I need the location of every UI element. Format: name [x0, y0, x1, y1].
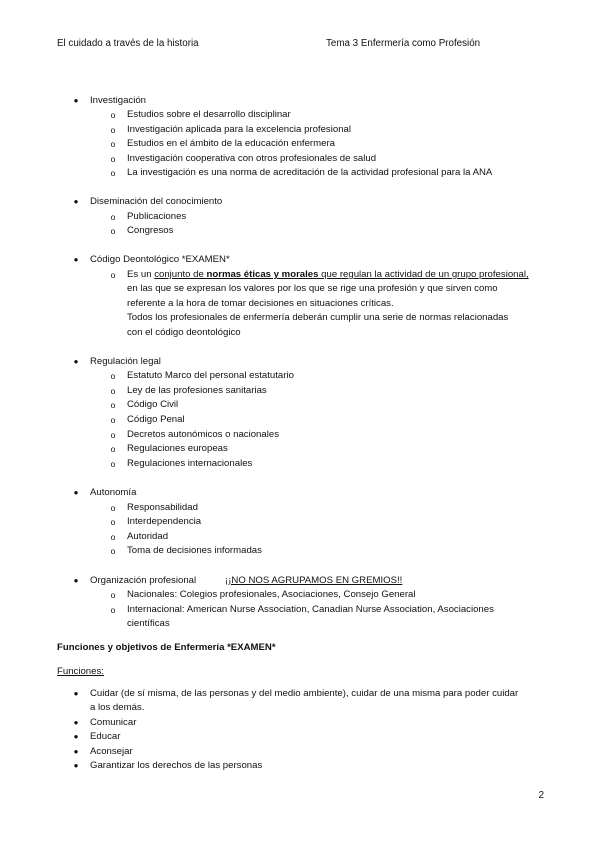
- bullet-marker: ●: [73, 747, 79, 756]
- sub-marker: o: [110, 503, 116, 513]
- sub-marker: o: [110, 168, 116, 178]
- sub-marker: o: [110, 125, 116, 135]
- section-title-regulacion: Regulación legal: [90, 356, 161, 367]
- sub-marker: o: [110, 430, 116, 440]
- section-title-codigo: Código Deontológico *EXAMEN*: [90, 254, 230, 265]
- list-item: Regulaciones europeas: [127, 443, 228, 454]
- sub-marker: o: [110, 444, 116, 454]
- list-item: Ley de las profesiones sanitarias: [127, 385, 267, 396]
- header-right: Tema 3 Enfermería como Profesión: [326, 38, 481, 49]
- section-title-investigacion: Investigación: [90, 95, 146, 106]
- organizacion-note: ¡¡NO NOS AGRUPAMOS EN GREMIOS!!: [225, 575, 403, 586]
- bullet-marker: ●: [73, 689, 79, 698]
- list-item: Publicaciones: [127, 211, 187, 222]
- funciones-heading: Funciones y objetivos de Enfermería *EXAMEN*: [57, 642, 276, 653]
- bullet-marker: ●: [73, 96, 79, 105]
- list-item: Educar: [90, 731, 121, 742]
- list-item: Decretos autonómicos o nacionales: [127, 429, 279, 440]
- sub-marker: o: [110, 226, 116, 236]
- codigo-paragraph-line-4: Todos los profesionales de enfermería deberán cumplir una serie de normas relacionadas: [127, 312, 509, 323]
- list-item-continuation: a los demás.: [90, 702, 145, 713]
- section-title-autonomia: Autonomía: [90, 487, 137, 498]
- sub-marker: o: [110, 139, 116, 149]
- list-item: Aconsejar: [90, 746, 133, 757]
- sub-marker: o: [110, 110, 116, 120]
- sub-marker: o: [110, 400, 116, 410]
- sub-marker: o: [110, 546, 116, 556]
- sub-marker: o: [110, 386, 116, 396]
- codigo-underlined: conjunto de: [154, 269, 207, 280]
- bullet-marker: ●: [73, 718, 79, 727]
- codigo-paragraph-line-2: en las que se expresan los valores por los que se rige una profesión y que sirven como: [127, 283, 498, 294]
- sub-marker: o: [110, 605, 116, 615]
- bullet-marker: ●: [73, 576, 79, 585]
- list-item: Garantizar los derechos de las personas: [90, 760, 263, 771]
- sub-marker: o: [110, 415, 116, 425]
- codigo-paragraph-line-1: [127, 268, 529, 283]
- list-item: Estudios sobre el desarrollo disciplinar: [127, 109, 291, 120]
- bullet-marker: ●: [73, 761, 79, 770]
- bullet-marker: ●: [73, 488, 79, 497]
- list-item: Interdependencia: [127, 516, 202, 527]
- list-item: Código Civil: [127, 399, 179, 410]
- list-item: Congresos: [127, 225, 174, 236]
- section-title-organizacion: Organización profesional: [90, 575, 197, 586]
- sub-marker: o: [110, 154, 116, 164]
- section-title-diseminacion: Diseminación del conocimiento: [90, 196, 223, 207]
- codigo-paragraph-line-5: con el código deontológico: [127, 327, 241, 338]
- list-item: La investigación es una norma de acreditación de la actividad profesional para la ANA: [127, 167, 493, 178]
- list-item: Cuidar (de sí misma, de las personas y del medio ambiente), cuidar de una misma para poder cuidar: [90, 688, 519, 699]
- list-item: Internacional: American Nurse Association, Canadian Nurse Association, Asociaciones: [127, 604, 494, 615]
- sub-marker: o: [110, 517, 116, 527]
- codigo-paragraph-line-3: referente a la hora de tomar decisiones en situaciones críticas.: [127, 298, 394, 309]
- sub-marker: o: [110, 459, 116, 469]
- list-item: Responsabilidad: [127, 502, 198, 513]
- codigo-text: Es un: [127, 269, 155, 280]
- list-item: Toma de decisiones informadas: [127, 545, 262, 556]
- sub-marker: o: [110, 371, 116, 381]
- list-item: Autoridad: [127, 531, 169, 542]
- list-item: Estatuto Marco del personal estatutario: [127, 370, 294, 381]
- bullet-marker: ●: [73, 197, 79, 206]
- bullet-marker: ●: [73, 357, 79, 366]
- sub-marker: o: [110, 532, 116, 542]
- list-item: Código Penal: [127, 414, 185, 425]
- list-item: Regulaciones internacionales: [127, 458, 253, 469]
- funciones-subheading: Funciones:: [57, 666, 104, 677]
- sub-marker: o: [110, 590, 116, 600]
- sub-marker: o: [110, 270, 116, 280]
- list-item: Nacionales: Colegios profesionales, Asociaciones, Consejo General: [127, 589, 416, 600]
- bullet-marker: ●: [73, 732, 79, 741]
- sub-marker: o: [110, 212, 116, 222]
- list-item: Investigación aplicada para la excelencia profesional: [127, 124, 351, 135]
- list-item: Investigación cooperativa con otros profesionales de salud: [127, 153, 377, 164]
- codigo-bold-underlined: normas éticas y morales: [206, 269, 319, 280]
- bullet-marker: ●: [73, 255, 79, 264]
- list-item: Estudios en el ámbito de la educación enfermera: [127, 138, 335, 149]
- codigo-underlined: que regulan la actividad de un grupo profesional,: [318, 269, 529, 280]
- header-left: El cuidado a través de la historia: [57, 38, 199, 49]
- list-item-continuation: científicas: [127, 618, 170, 629]
- page-number: 2: [538, 790, 544, 801]
- list-item: Comunicar: [90, 717, 137, 728]
